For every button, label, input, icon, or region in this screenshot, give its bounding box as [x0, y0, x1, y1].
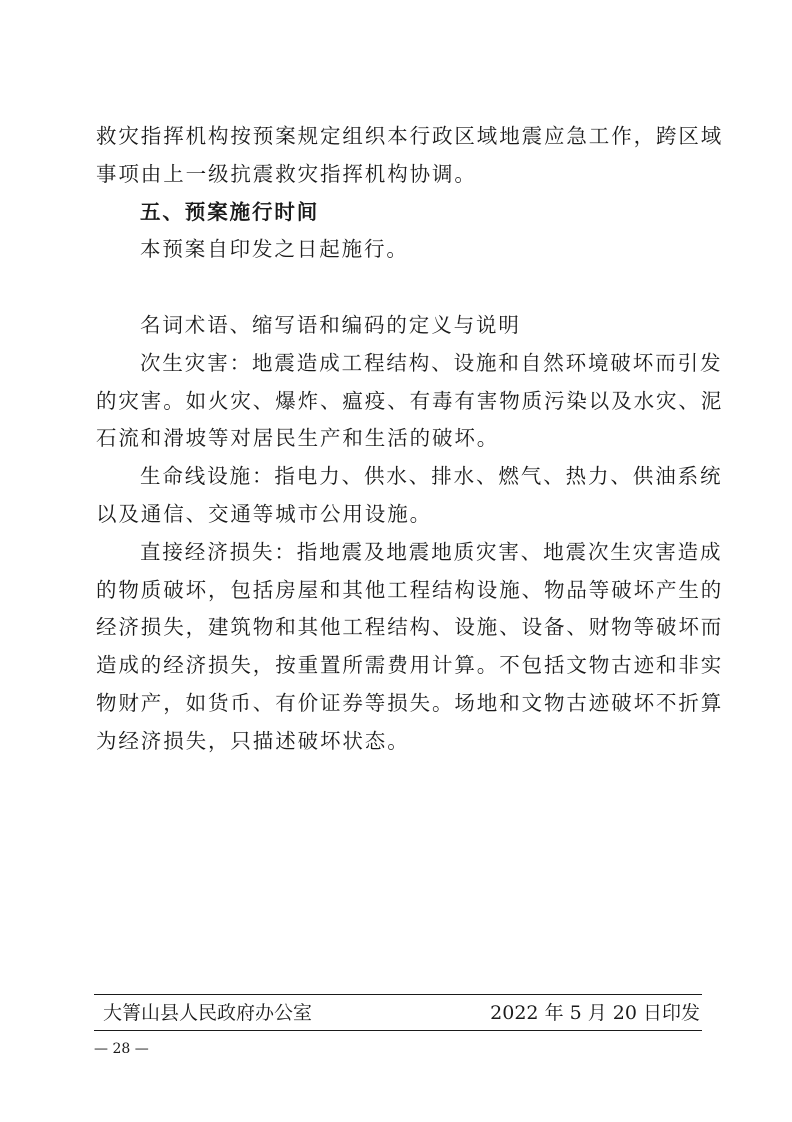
paragraph-line: 名词术语、缩写语和编码的定义与说明: [140, 312, 521, 337]
paragraph-line: 为经济损失，只描述破坏状态。: [96, 728, 410, 753]
paragraph-line: 本预案自印发之日起施行。: [140, 237, 409, 262]
blank-line: [96, 269, 700, 307]
paragraph-line: 造成的经济损失，按重置所需费用计算。不包括文物古迹和非实: [96, 653, 724, 678]
paragraph-line: 物财产，如货币、有价证券等损失。场地和文物古迹破坏不折算: [96, 690, 724, 715]
footer-rule-bottom: [94, 1030, 702, 1031]
paragraph-line: 以及通信、交通等城市公用设施。: [96, 501, 432, 526]
paragraph-line: 的物质破坏，包括房屋和其他工程结构设施、物品等破坏产生的: [96, 577, 724, 602]
page-number: — 28 —: [94, 1041, 149, 1057]
footer-issue-date: 2022 年 5 月 20 日印发: [490, 1002, 700, 1024]
paragraph-line: 生命线设施：指电力、供水、排水、燃气、热力、供油系统: [140, 464, 723, 489]
paragraph-line: 事项由上一级抗震救灾指挥机构协调。: [96, 161, 477, 186]
footer-rule-top: [94, 994, 702, 995]
document-body: [96, 118, 724, 761]
paragraph-line: 救灾指挥机构按预案规定组织本行政区域地震应急工作，跨区域: [96, 124, 724, 148]
section-heading: 五、预案施行时间: [140, 199, 320, 224]
paragraph-line: 石流和滑坡等对居民生产和生活的破坏。: [96, 426, 500, 451]
paragraph-line: 次生灾害：地震造成工程结构、设施和自然环境破坏而引发: [140, 350, 723, 375]
paragraph-line: 直接经济损失：指地震及地震地质灾害、地震次生灾害造成: [140, 539, 723, 564]
paragraph-line: 的灾害。如火灾、爆炸、瘟疫、有毒有害物质污染以及水灾、泥: [96, 388, 724, 413]
paragraph-line: 经济损失，建筑物和其他工程结构、设施、设备、财物等破坏而: [96, 615, 724, 640]
footer-issuer: 大箐山县人民政府办公室: [103, 1002, 313, 1024]
